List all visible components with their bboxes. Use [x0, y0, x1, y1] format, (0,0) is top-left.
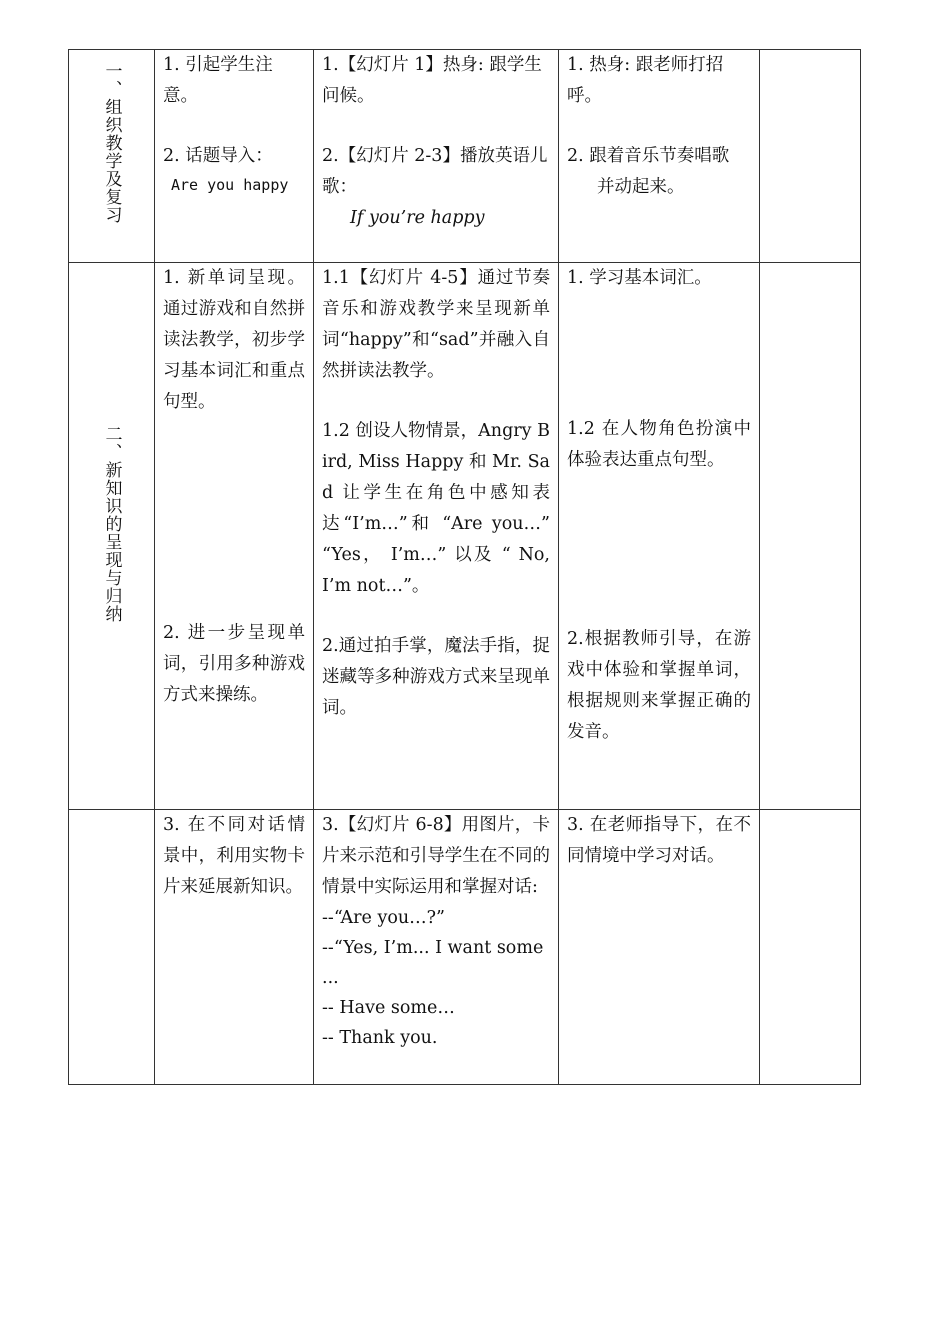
student-text: 1. 学习基本词汇。	[567, 268, 712, 288]
teacher-text: 1.【幻灯片 1】热身: 跟学生问候。	[322, 55, 542, 106]
teacher-text: 1.1【幻灯片 4-5】通过节奏音乐和游戏教学来呈现新单词“happy”和“sad”并融入自然拼读法教学。	[322, 268, 550, 381]
goal-cell	[155, 50, 314, 263]
goal-text: 2. 进一步呈现单词，引用多种游戏方式来操练。	[163, 623, 305, 705]
goal-text: 2. 话题导入：	[163, 146, 273, 166]
notes-cell	[760, 263, 861, 810]
dialogue-line: --“Yes, I’m... I want some ...	[322, 938, 544, 988]
dialogue-line: -- Have some…	[322, 998, 455, 1018]
table-row	[69, 810, 861, 1085]
teacher-activity-cell	[314, 810, 559, 1085]
topic-text: Are you happy	[171, 176, 289, 194]
goal-text: 3. 在不同对话情景中，利用实物卡片来延展新知识。	[163, 815, 305, 897]
goal-text: 1. 引起学生注意。	[163, 55, 273, 106]
lesson-plan-table	[68, 49, 861, 1085]
notes-cell	[760, 810, 861, 1085]
teacher-activity-cell	[314, 50, 559, 263]
student-text: 1.2 在人物角色扮演中体验表达重点句型。	[567, 419, 751, 470]
table-row	[69, 263, 861, 810]
table-row	[69, 50, 861, 263]
stage-cell	[69, 810, 155, 1085]
student-activity-cell	[559, 810, 760, 1085]
stage-label: 二、新知识的呈现与归纳	[101, 425, 122, 623]
dialogue-line: -- Thank you.	[322, 1028, 438, 1048]
stage-cell	[69, 263, 155, 810]
student-text: 2. 跟着音乐节奏唱歌	[567, 146, 730, 166]
teacher-text: 1.2 创设人物情景，Angry Bird, Miss Happy 和 Mr. Sad 让学生在角色中感知表达“I’m…”和 “Are you…” “Yes， I’m…” 以及 “ No, I’m not…”。	[322, 421, 550, 596]
teacher-text: 2.【幻灯片 2-3】播放英语儿歌：	[322, 146, 548, 197]
student-text: 1. 热身: 跟老师打招呼。	[567, 55, 724, 106]
dialogue-line: --“Are you…?”	[322, 908, 445, 928]
goal-cell	[155, 263, 314, 810]
teacher-activity-cell	[314, 263, 559, 810]
student-activity-cell	[559, 50, 760, 263]
goal-cell	[155, 810, 314, 1085]
goal-text: 1. 新单词呈现。通过游戏和自然拼读法教学，初步学习基本词汇和重点句型。	[163, 268, 305, 412]
stage-label: 一、组织教学及复习	[101, 62, 122, 224]
stage-cell	[69, 50, 155, 263]
notes-cell	[760, 50, 861, 263]
student-text: 2.根据教师引导，在游戏中体验和掌握单词，根据规则来掌握正确的发音。	[567, 629, 751, 742]
song-title: If you’re happy	[350, 208, 485, 228]
teacher-text: 2.通过拍手掌，魔法手指，捉迷藏等多种游戏方式来呈现单词。	[322, 636, 550, 718]
student-text: 3. 在老师指导下，在不同情境中学习对话。	[567, 815, 751, 866]
student-text: 并动起来。	[597, 177, 685, 197]
student-activity-cell	[559, 263, 760, 810]
teacher-text: 3.【幻灯片 6-8】用图片，卡片来示范和引导学生在不同的情景中实际运用和掌握对话:	[322, 815, 550, 897]
